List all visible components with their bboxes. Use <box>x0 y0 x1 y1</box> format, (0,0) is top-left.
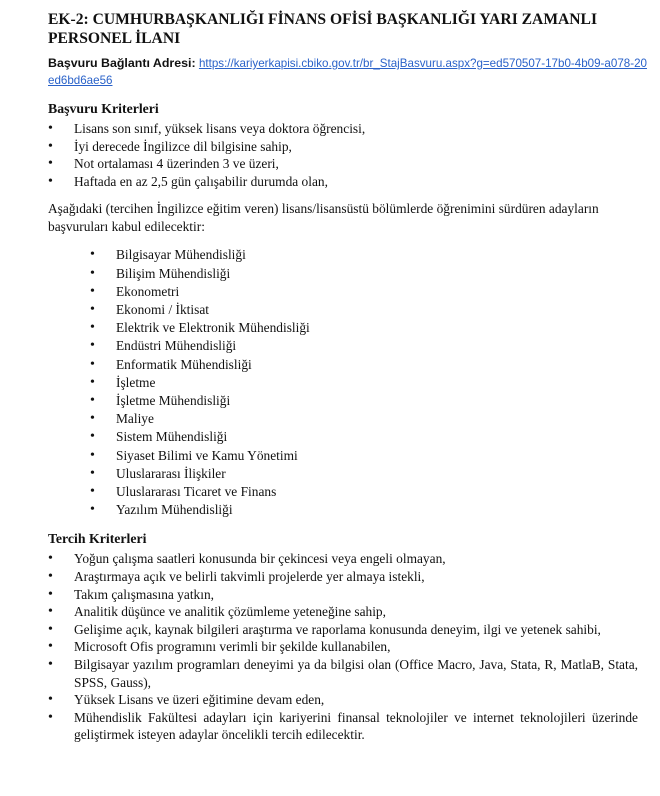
departments-intro: Aşağıdaki (tercihen İngilizce eğitim veren) lisans/lisansüstü bölümlerde öğrenimini sürdüren adayların başvuruları kabul edilecektir: <box>48 201 599 235</box>
criteria-item: • İyi derecede İngilizce dil bilgisine sahip, <box>48 138 648 156</box>
department-item: • Yazılım Mühendisliği <box>90 501 648 519</box>
document-title: EK-2: CUMHURBAŞKANLIĞI FİNANS OFİSİ BAŞKANLIĞI YARI ZAMANLI PERSONEL İLANI <box>48 11 598 47</box>
department-item: • Ekonometri <box>90 283 648 301</box>
department-item: • Endüstri Mühendisliği <box>90 337 648 355</box>
preference-item: • Bilgisayar yazılım programları deneyimi ya da bilgisi olan (Office Macro, Java, Stata, R, MatlaB, Stata, SPSS, Gauss), <box>48 656 638 691</box>
criteria-heading: Başvuru Kriterleri <box>48 101 159 116</box>
preference-item: • Analitik düşünce ve analitik çözümleme yeteneğine sahip, <box>48 603 638 621</box>
preference-item: • Microsoft Ofis programını verimli bir şekilde kullanabilen, <box>48 638 638 656</box>
department-item: • Elektrik ve Elektronik Mühendisliği <box>90 319 648 337</box>
department-item: • İşletme <box>90 374 648 392</box>
department-item: • Uluslararası İlişkiler <box>90 465 648 483</box>
departments-list <box>90 246 648 519</box>
preference-item: • Takım çalışmasına yatkın, <box>48 586 638 604</box>
preference-item: • Mühendislik Fakültesi adayları için kariyerini finansal teknolojiler ve internet teknolojileri üzerinde geliştirmek isteyen adaylar öncelikli tercih edilecektir. <box>48 709 638 744</box>
application-link-label: Başvuru Bağlantı Adresi: <box>48 56 196 70</box>
criteria-item: • Haftada en az 2,5 gün çalışabilir durumda olan, <box>48 173 648 191</box>
application-link-row <box>48 55 648 89</box>
preference-item: • Yüksek Lisans ve üzeri eğitimine devam eden, <box>48 691 638 709</box>
department-item: • Siyaset Bilimi ve Kamu Yönetimi <box>90 447 648 465</box>
department-item: • Maliye <box>90 410 648 428</box>
department-item: • Sistem Mühendisliği <box>90 428 648 446</box>
preference-item: • Araştırmaya açık ve belirli takvimli projelerde yer almaya istekli, <box>48 568 638 586</box>
criteria-list <box>48 120 648 190</box>
application-link[interactable]: https://kariyerkapisi.cbiko.gov.tr/br_StajBasvuru.aspx?g=ed570507-17b0-4b09-a078-20ed6bd6ae56 <box>48 57 647 87</box>
department-item: • Bilgisayar Mühendisliği <box>90 246 648 264</box>
department-item: • Uluslararası Ticaret ve Finans <box>90 483 648 501</box>
preference-heading: Tercih Kriterleri <box>48 531 147 547</box>
department-item: • İşletme Mühendisliği <box>90 392 648 410</box>
criteria-item: • Lisans son sınıf, yüksek lisans veya doktora öğrencisi, <box>48 120 648 138</box>
department-item: • Bilişim Mühendisliği <box>90 265 648 283</box>
preference-list <box>48 550 648 744</box>
preference-item: • Yoğun çalışma saatleri konusunda bir çekincesi veya engeli olmayan, <box>48 550 638 568</box>
department-item: • Enformatik Mühendisliği <box>90 356 648 374</box>
criteria-item: • Not ortalaması 4 üzerinden 3 ve üzeri, <box>48 155 648 173</box>
department-item: • Ekonomi / İktisat <box>90 301 648 319</box>
preference-item: • Gelişime açık, kaynak bilgileri araştırma ve raporlama konusunda deneyim, ilgi ve yetenek sahibi, <box>48 621 638 639</box>
